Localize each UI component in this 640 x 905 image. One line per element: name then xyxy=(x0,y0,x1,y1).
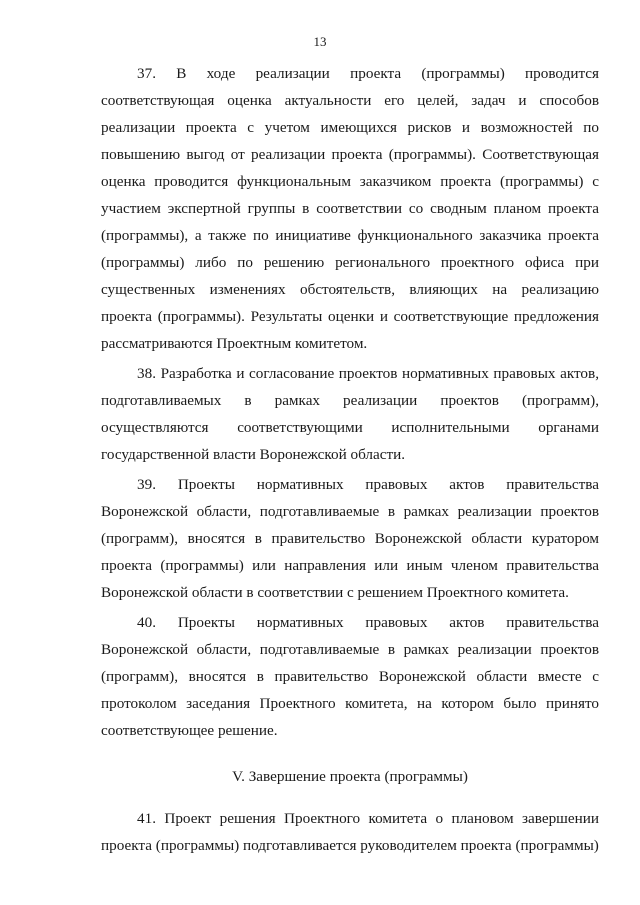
paragraph-40: 40. Проекты нормативных правовых актов правительства Воронежской области, подготавливаемые в рамках реализации проектов (программ), вносятся в правительство Воронежской области вместе с протоколом заседания Проектного комитета, на котором было принято соответствующее решение. xyxy=(101,614,599,739)
page-number: 13 xyxy=(313,34,327,49)
paragraph-39: 39. Проекты нормативных правовых актов правительства Воронежской области, подготавливаемые в рамках реализации проектов (программ), вносятся в правительство Воронежской области куратором проекта (программы) или направления или иным членом правительства Воронежской области в соответствии с решением Проектного комитета. xyxy=(101,476,599,601)
document-body xyxy=(101,60,599,859)
paragraph-38: 38. Разработка и согласование проектов нормативных правовых актов, подготавливаемых в рамках реализации проектов (программ), осуществляются соответствующими исполнительными органами государственной власти Воронежской области. xyxy=(101,365,599,463)
paragraph-37: 37. В ходе реализации проекта (программы) проводится соответствующая оценка актуальности его целей, задач и способов реализации проекта с учетом имеющихся рисков и возможностей по повышению выгод от реализации проекта (программы). Соответствующая оценка проводится функциональным заказчиком проекта (программы) с участием экспертной группы в соответствии со сводным планом проекта (программы), а также по инициативе функционального заказчика проекта (программы) либо по решению регионального проектного офиса при существенных изменениях обстоятельств, влияющих на реализацию проекта (программы). Результаты оценки и соответствующие предложения рассматриваются Проектным комитетом. xyxy=(101,65,599,352)
paragraph-41: 41. Проект решения Проектного комитета о плановом завершении проекта (программы) подготавливается руководителем проекта (программы) xyxy=(101,810,599,854)
section-heading: V. Завершение проекта (программы) xyxy=(232,768,468,785)
